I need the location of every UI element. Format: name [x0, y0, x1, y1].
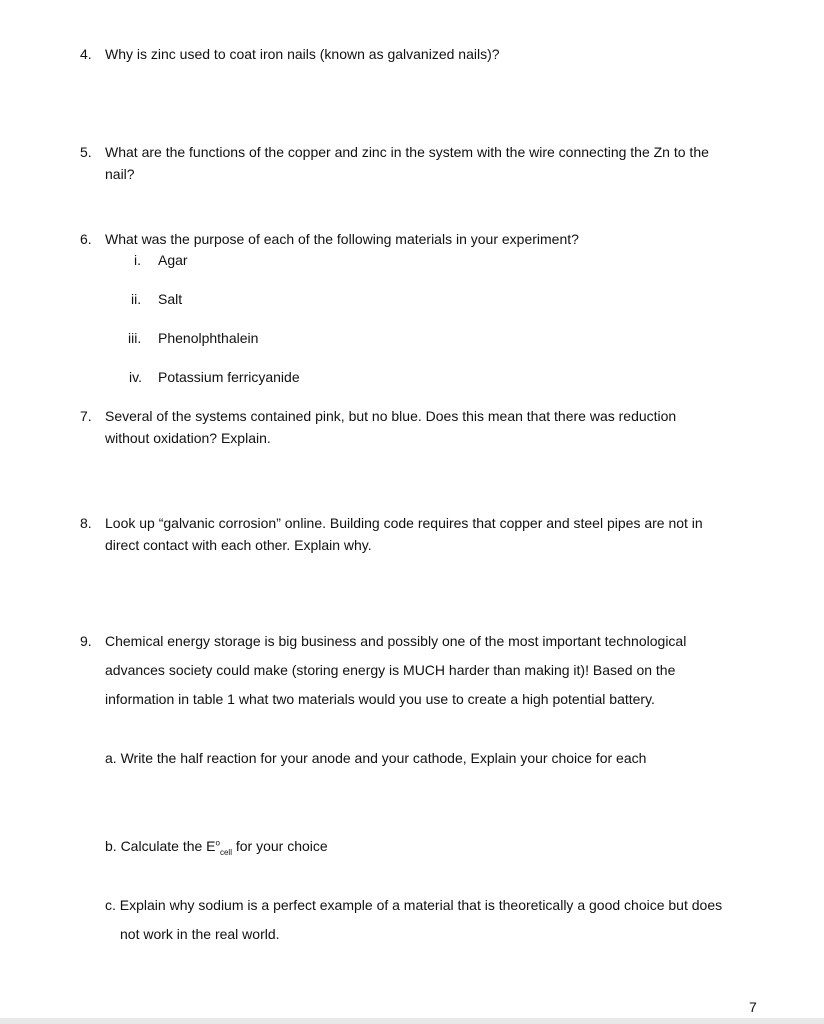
- question-6-number: 6.: [80, 231, 92, 247]
- question-9c-text-line2: not work in the real world.: [120, 926, 280, 942]
- question-6-item-label: iii.: [128, 330, 142, 346]
- question-6-item-text: Salt: [158, 291, 183, 307]
- question-9a-text: a. Write the half reaction for your anode and your cathode, Explain your choice for each: [105, 750, 647, 766]
- question-7-text-line2: without oxidation? Explain.: [105, 430, 271, 446]
- question-9b-prefix: b. Calculate the E: [105, 838, 216, 854]
- question-9b-text: [105, 837, 328, 855]
- question-9-text-line2: advances society could make (storing energy is MUCH harder than making it)! Based on the: [105, 662, 676, 678]
- question-4-text: Why is zinc used to coat iron nails (known as galvanized nails)?: [105, 46, 500, 62]
- bottom-edge: [0, 1018, 824, 1024]
- question-6-item-label: ii.: [131, 291, 142, 307]
- question-9-text-line1: Chemical energy storage is big business and possibly one of the most important technological: [105, 633, 687, 649]
- question-6-item-label: iv.: [129, 369, 142, 385]
- question-5-number: 5.: [80, 144, 92, 160]
- question-9-number: 9.: [80, 633, 92, 649]
- page-number: 7: [749, 999, 757, 1015]
- question-8-number: 8.: [80, 515, 92, 531]
- question-9c-text-line1: c. Explain why sodium is a perfect example of a material that is theoretically a good choice but does: [105, 897, 723, 913]
- degree-superscript: o: [215, 838, 220, 848]
- cell-subscript: cell: [219, 847, 232, 857]
- question-7-number: 7.: [80, 408, 92, 424]
- question-6-item-text: Phenolphthalein: [158, 330, 259, 346]
- question-8-text-line2: direct contact with each other. Explain why.: [105, 537, 372, 553]
- question-7-text-line1: Several of the systems contained pink, but no blue. Does this mean that there was reduction: [105, 408, 677, 424]
- question-5-text-line1: What are the functions of the copper and zinc in the system with the wire connecting the Zn to the: [105, 144, 709, 160]
- question-4-number: 4.: [80, 46, 92, 62]
- question-9b-suffix: for your choice: [231, 838, 328, 854]
- question-8-text-line1: Look up “galvanic corrosion” online. Building code requires that copper and steel pipes are not in: [105, 515, 703, 531]
- question-6-item-text: Agar: [158, 252, 188, 268]
- question-5-text-line2: nail?: [105, 166, 135, 182]
- question-6-item-text: Potassium ferricyanide: [158, 369, 300, 385]
- question-6-item-label: i.: [134, 252, 141, 268]
- question-6-text: What was the purpose of each of the following materials in your experiment?: [105, 231, 579, 247]
- question-9-text-line3: information in table 1 what two materials would you use to create a high potential battery.: [105, 691, 655, 707]
